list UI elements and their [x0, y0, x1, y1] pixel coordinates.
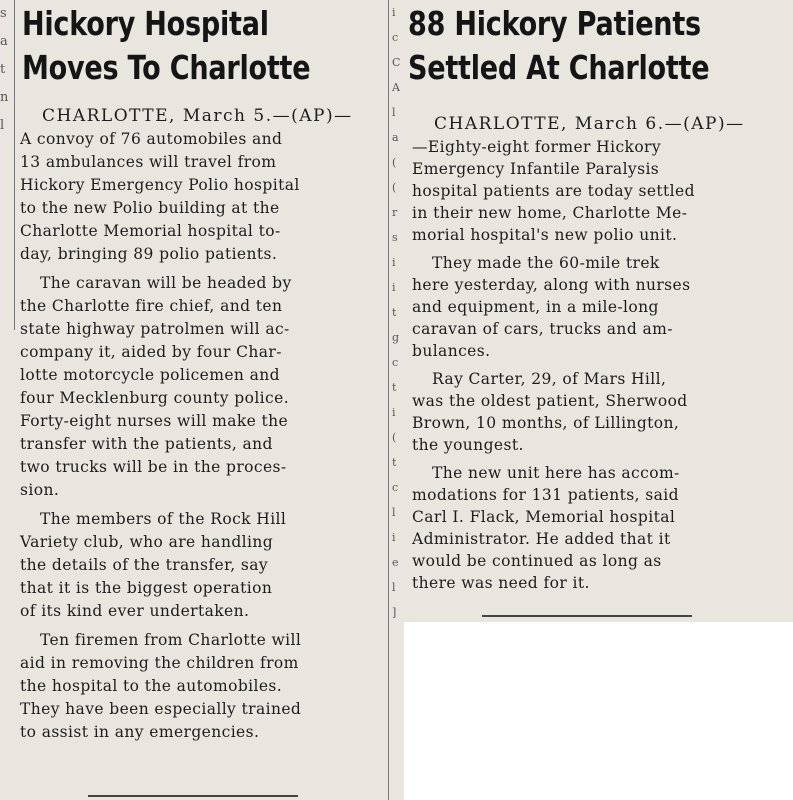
gutter-fragment: n: [0, 90, 9, 105]
column-rule-middle: [388, 0, 389, 800]
right-article-body: [412, 114, 787, 600]
right-headline-line: Settled At Charlotte: [408, 48, 710, 87]
right-clipping: [404, 0, 793, 622]
left-paragraph-1: A convoy of 76 automobiles and 13 ambulances will travel from Hickory Emergency Polio hospital to the new Polio building at the Charlotte Memorial hospital to- day, bringing 89 polio patients.: [20, 130, 300, 263]
left-article-body: [20, 106, 390, 750]
left-headline-line: Hickory Hospital: [22, 4, 269, 43]
right-paragraph-3: Ray Carter, 29, of Mars Hill, was the oldest patient, Sherwood Brown, 10 months, of Lillington, the youngest.: [412, 370, 688, 454]
gutter-fragment: s: [0, 6, 7, 21]
left-end-rule: [88, 795, 298, 797]
column-rule-left: [14, 0, 15, 330]
right-paragraph-1: —Eighty-eight former Hickory Emergency Infantile Paralysis hospital patients are today settled in their new home, Charlotte Me- morial hospital's new polio unit.: [412, 138, 695, 244]
left-paragraph-4: Ten firemen from Charlotte will aid in removing the children from the hospital to the automobiles. They have been especially trained to assist in any emergencies.: [20, 631, 302, 741]
left-paragraph-2: The caravan will be headed by the Charlotte fire chief, and ten state highway patrolmen will ac- company it, aided by four Char- lotte motorcycle policemen and four Mecklenburg county police. Forty-eight nurses will make the transfer with the patients, and two trucks will be in the proces- sion.: [20, 274, 292, 499]
right-dateline: CHARLOTTE, March 6.—(AP)—: [434, 114, 745, 134]
left-headline: [22, 2, 310, 90]
right-paragraph-4: The new unit here has accom- modations for 131 patients, said Carl I. Flack, Memorial hospital Administrator. He added that it would be continued as long as there was need for it.: [412, 464, 680, 592]
gutter-fragment: a: [0, 34, 8, 49]
gutter-fragment: t: [0, 62, 6, 77]
middle-gutter-fragments: i c C A l a ( ( r s i i t g c t i ( t c l i e l ]: [392, 6, 401, 619]
right-headline-line: 88 Hickory Patients: [408, 4, 701, 43]
right-headline: [408, 2, 709, 90]
right-end-rule: [482, 615, 692, 617]
left-gutter-fragments: [0, 0, 14, 140]
left-headline-line: Moves To Charlotte: [22, 48, 311, 87]
right-paragraph-2: They made the 60-mile trek here yesterday, along with nurses and equipment, in a mile-long caravan of cars, trucks and am- bulances.: [412, 254, 691, 360]
left-dateline: CHARLOTTE, March 5.—(AP)—: [42, 106, 353, 126]
gutter-fragment: l: [0, 118, 5, 133]
left-paragraph-3: The members of the Rock Hill Variety club, who are handling the details of the transfer, say that it is the biggest operation of its kind ever undertaken.: [20, 510, 287, 620]
